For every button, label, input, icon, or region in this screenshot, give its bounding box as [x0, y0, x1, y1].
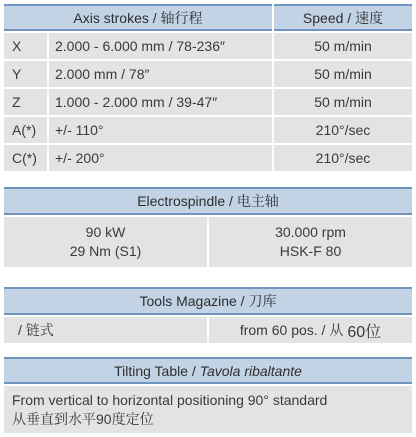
spindle-taper: HSK-F 80 — [279, 243, 342, 259]
axis-speed-text: 210°/sec — [315, 122, 371, 138]
axis-label-y — [4, 61, 47, 87]
axis-label-z — [4, 89, 47, 115]
axis-label-text: X — [12, 38, 22, 54]
axis-stroke-c — [49, 145, 272, 171]
electrospindle-power-cell — [4, 217, 207, 267]
axis-label-c — [4, 145, 47, 171]
speed-header — [274, 4, 412, 31]
spindle-power: 90 kW — [85, 224, 126, 240]
axis-speed-text: 50 m/min — [314, 66, 372, 82]
tools-magazine-title: Tools Magazine / 刀库 — [139, 293, 277, 309]
axis-stroke-text: 2.000 - 6.000 mm / 78-236″ — [55, 38, 225, 54]
axis-label-text: C(*) — [12, 150, 37, 166]
axis-label-x — [4, 33, 47, 59]
tilting-table-line-2: 从垂直到水平90度定位 — [12, 410, 154, 427]
axis-strokes-header — [4, 4, 272, 31]
axis-speed-c — [274, 145, 412, 171]
axis-label-text: Z — [12, 94, 21, 110]
axis-stroke-text: 1.000 - 2.000 mm / 39-47″ — [55, 94, 218, 110]
axis-speed-text: 50 m/min — [314, 38, 372, 54]
axis-label-text: Y — [12, 66, 22, 82]
tilting-table-title-italic: Tavola ribaltante — [199, 362, 302, 379]
axis-stroke-x — [49, 33, 272, 59]
tilting-table-header — [4, 357, 412, 384]
axis-stroke-y — [49, 61, 272, 87]
magazine-positions-prefix: from 60 pos. / 从 — [239, 322, 344, 338]
electrospindle-title: Electrospindle / 电主轴 — [137, 193, 279, 209]
axis-strokes-title: Axis strokes / 轴行程 — [73, 9, 203, 26]
axis-speed-x — [274, 33, 412, 59]
axis-speed-text: 50 m/min — [314, 94, 372, 110]
tools-magazine-header — [4, 287, 412, 315]
speed-title: Speed / 速度 — [302, 9, 384, 26]
axis-speed-text: 210°/sec — [315, 150, 371, 166]
axis-stroke-a — [49, 117, 272, 143]
axis-stroke-text: +/- 110° — [55, 122, 104, 138]
electrospindle-speed-cell — [209, 217, 412, 267]
magazine-positions-suffix: 60位 — [347, 323, 382, 341]
axis-stroke-text: +/- 200° — [55, 150, 105, 166]
axis-label-text: A(*) — [12, 122, 37, 138]
spindle-torque: 29 Nm (S1) — [69, 243, 142, 259]
axis-stroke-text: 2.000 mm / 78″ — [55, 66, 150, 82]
axis-label-a — [4, 117, 47, 143]
axis-stroke-z — [49, 89, 272, 115]
axis-speed-z — [274, 89, 412, 115]
axis-speed-a — [274, 117, 412, 143]
magazine-type-cell — [4, 317, 207, 343]
axis-speed-y — [274, 61, 412, 87]
electrospindle-header — [4, 187, 412, 215]
tilting-table-line-1: From vertical to horizontal positioning 90° standard — [12, 391, 328, 408]
spindle-speed: 30.000 rpm — [275, 224, 346, 240]
tilting-table-body — [4, 386, 412, 433]
tilting-table-title-prefix: Tilting Table / — [114, 362, 200, 379]
magazine-type: / 链式 — [18, 322, 54, 338]
magazine-positions-cell — [209, 317, 412, 343]
